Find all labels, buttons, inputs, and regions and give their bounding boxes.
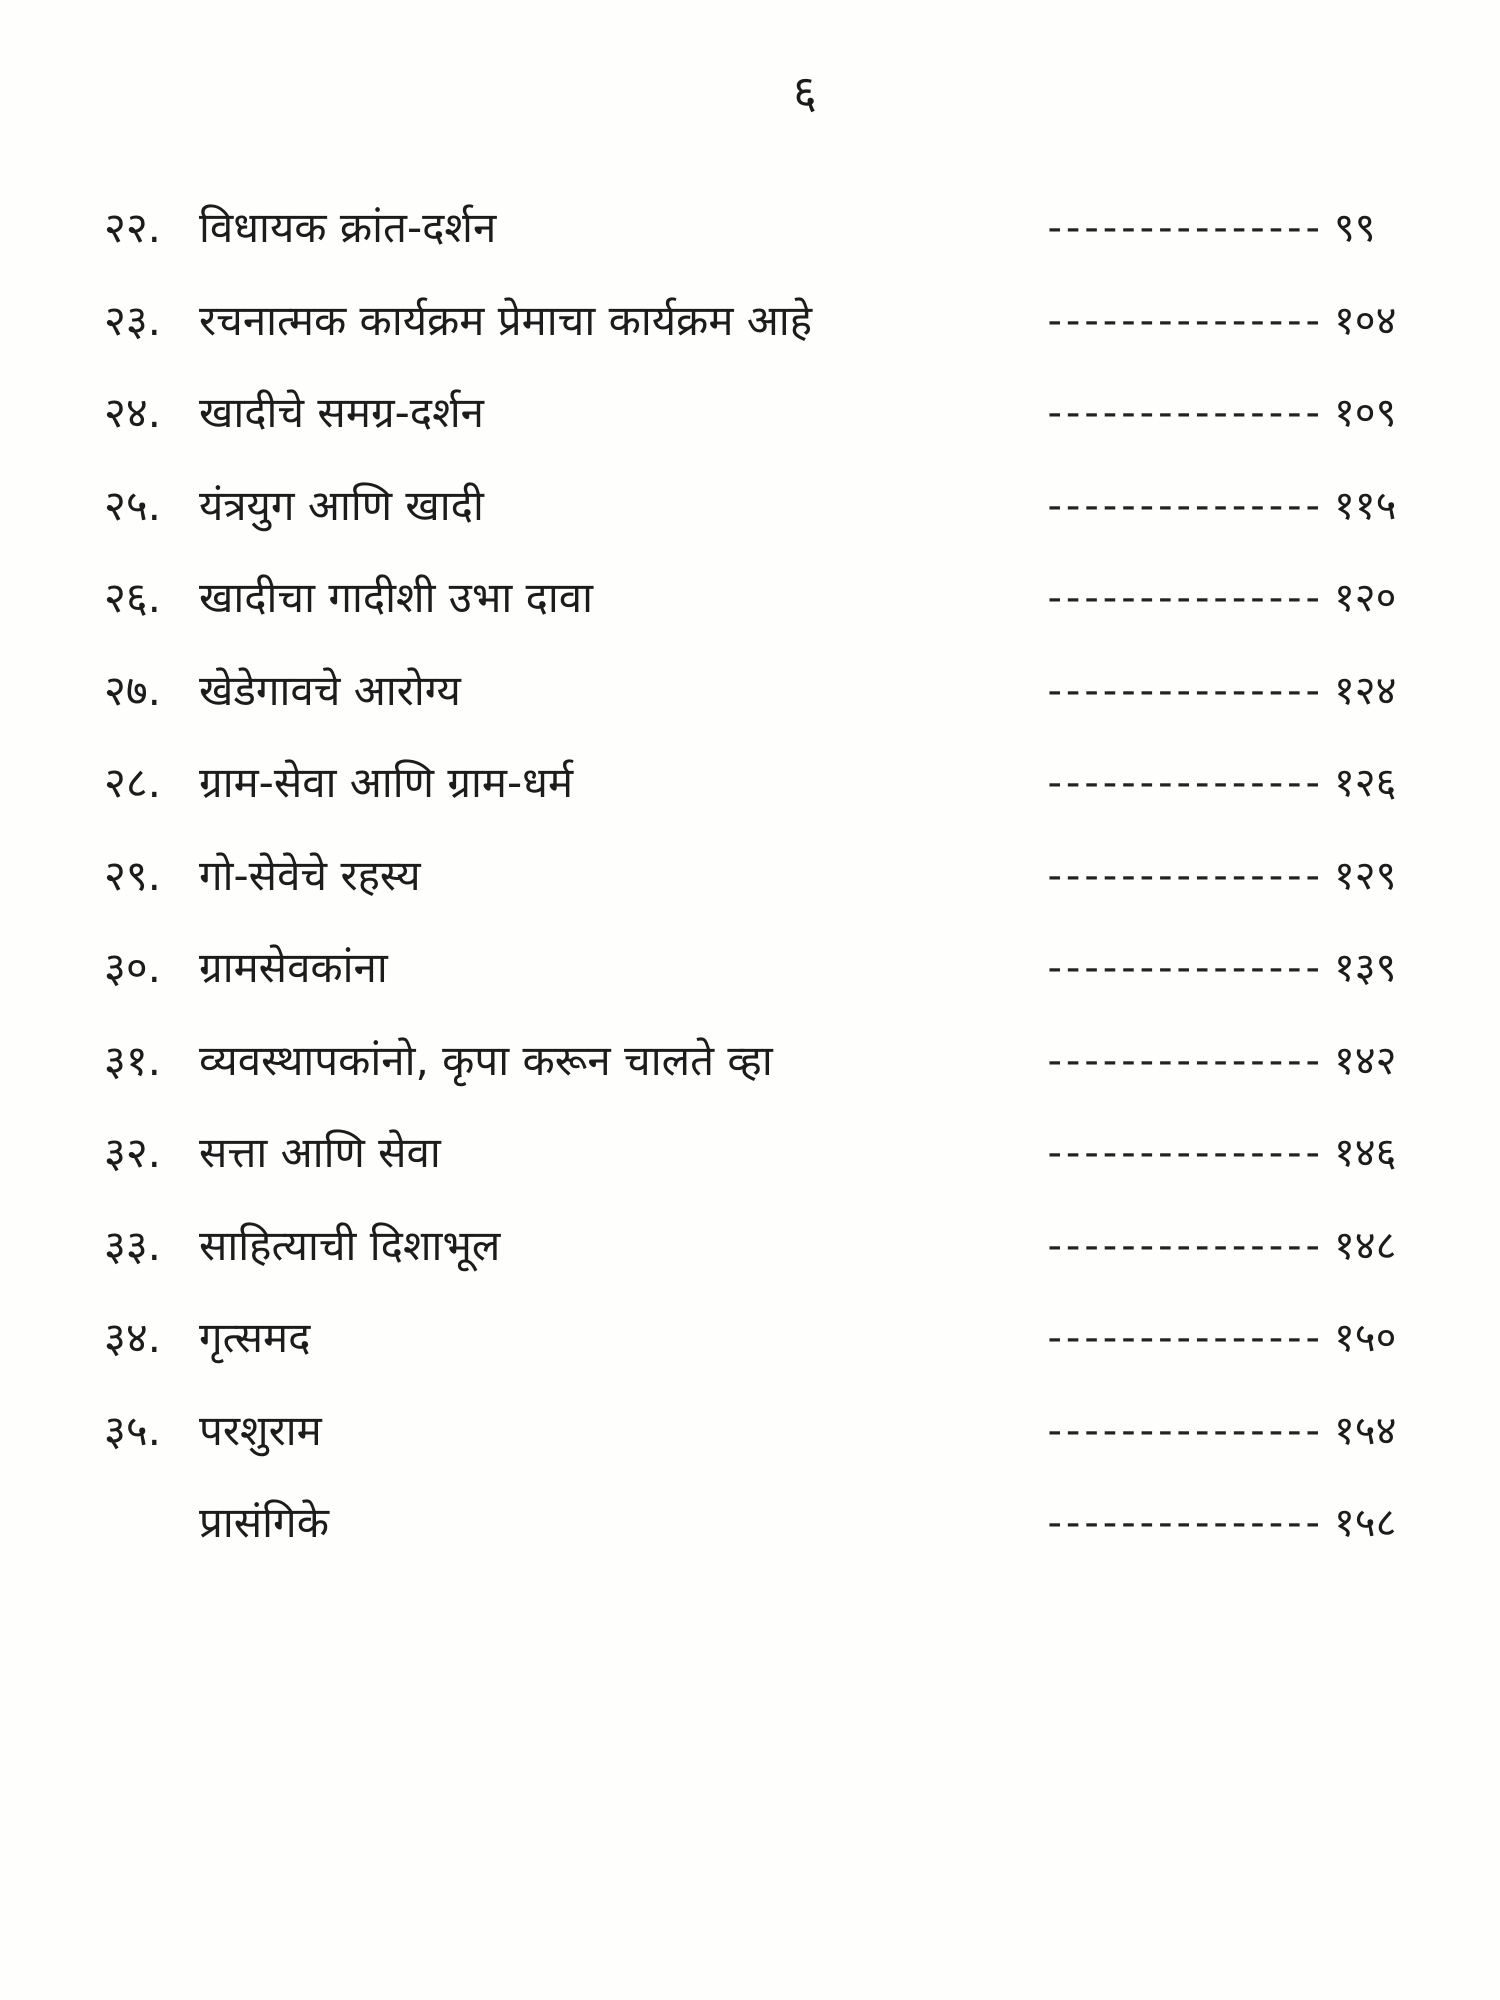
toc-dash-leader: --------------- xyxy=(1047,1407,1324,1454)
toc-dash-leader: --------------- xyxy=(1047,1315,1324,1361)
toc-entry-page: १५० xyxy=(1334,1315,1397,1361)
toc-entry-number: २२. xyxy=(104,203,162,252)
toc-entry xyxy=(104,1216,1434,1309)
toc-entry xyxy=(104,476,1434,569)
toc-entry-number: ३५. xyxy=(104,1405,162,1455)
toc-entry-page: १४६ xyxy=(1334,1130,1397,1176)
toc-entry-page: १२६ xyxy=(1334,760,1397,806)
toc-dash-leader: --------------- xyxy=(1047,205,1324,251)
toc-entry xyxy=(104,1401,1434,1494)
toc-entry-number: २५. xyxy=(104,480,162,530)
toc-entry xyxy=(104,568,1434,661)
toc-entry-title: प्रासंगिके xyxy=(199,1498,329,1547)
toc-entry-page: १२० xyxy=(1334,575,1397,621)
toc-entry-number: २७. xyxy=(104,665,162,715)
toc-entry xyxy=(104,198,1434,291)
toc-entry-page: १२४ xyxy=(1334,667,1397,714)
table-of-contents xyxy=(104,198,1434,1586)
toc-entry xyxy=(104,291,1434,384)
toc-entry-page: १५८ xyxy=(1334,1500,1397,1546)
toc-entry xyxy=(104,383,1434,476)
toc-entry-page: १४२ xyxy=(1334,1037,1397,1084)
toc-entry-page: ११५ xyxy=(1334,482,1397,529)
toc-entry xyxy=(104,1493,1434,1586)
toc-entry-number: ३०. xyxy=(104,943,162,992)
toc-entry-title: खादीचा गादीशी उभा दावा xyxy=(199,573,593,622)
toc-entry xyxy=(104,1031,1434,1124)
toc-entry-number: २८. xyxy=(104,758,162,807)
toc-entry xyxy=(104,846,1434,939)
toc-entry xyxy=(104,661,1434,754)
toc-entry-number: २३. xyxy=(104,295,162,345)
toc-dash-leader: --------------- xyxy=(1047,1500,1324,1546)
toc-dash-leader: --------------- xyxy=(1047,852,1324,899)
toc-entry xyxy=(104,753,1434,846)
toc-entry-title: रचनात्मक कार्यक्रम प्रेमाचा कार्यक्रम आहे xyxy=(199,295,813,345)
page-number: ६ xyxy=(793,65,817,119)
toc-entry-page: १२९ xyxy=(1334,852,1397,899)
toc-entry-title: सत्ता आणि सेवा xyxy=(199,1128,441,1177)
toc-dash-leader: --------------- xyxy=(1047,297,1324,344)
toc-dash-leader: --------------- xyxy=(1047,575,1324,621)
toc-entry-title: खादीचे समग्र-दर्शन xyxy=(199,388,484,437)
toc-entry-title: गो-सेवेचे रहस्य xyxy=(199,850,421,900)
toc-entry-number: २९. xyxy=(104,850,162,900)
toc-entry-title: परशुराम xyxy=(199,1405,322,1455)
toc-dash-leader: --------------- xyxy=(1047,760,1324,806)
toc-entry-number: ३४. xyxy=(104,1313,162,1362)
toc-entry-page: १४८ xyxy=(1334,1222,1397,1269)
toc-entry-page: १३९ xyxy=(1334,945,1397,991)
toc-entry-title: व्यवस्थापकांनो, कृपा करून चालते व्हा xyxy=(199,1035,773,1085)
toc-dash-leader: --------------- xyxy=(1047,390,1324,436)
toc-entry-title: ग्राम-सेवा आणि ग्राम-धर्म xyxy=(199,758,574,807)
toc-dash-leader: --------------- xyxy=(1047,667,1324,714)
toc-dash-leader: --------------- xyxy=(1047,482,1324,529)
toc-entry-title: यंत्रयुग आणि खादी xyxy=(199,480,484,530)
toc-dash-leader: --------------- xyxy=(1047,1130,1324,1176)
toc-entry-page: १०४ xyxy=(1334,297,1397,344)
toc-entry-number: ३३. xyxy=(104,1220,162,1270)
toc-entry xyxy=(104,1308,1434,1401)
toc-entry-title: खेडेगावचे आरोग्य xyxy=(199,665,461,715)
toc-entry-page: ९९ xyxy=(1334,205,1376,251)
toc-entry-number: २६. xyxy=(104,573,162,622)
toc-entry-title: ग्रामसेवकांना xyxy=(199,943,388,992)
toc-entry-number: ३१. xyxy=(104,1035,162,1085)
toc-entry-number: ३२. xyxy=(104,1128,162,1177)
toc-dash-leader: --------------- xyxy=(1047,1037,1324,1084)
toc-entry xyxy=(104,1123,1434,1216)
toc-entry-page: १०९ xyxy=(1334,390,1397,436)
toc-entry-title: गृत्समद xyxy=(199,1313,311,1362)
toc-entry-title: विधायक क्रांत-दर्शन xyxy=(199,203,497,252)
toc-entry-number: २४. xyxy=(104,388,162,437)
toc-entry xyxy=(104,938,1434,1031)
toc-dash-leader: --------------- xyxy=(1047,1222,1324,1269)
toc-entry-title: साहित्याची दिशाभूल xyxy=(199,1220,501,1270)
toc-entry-page: १५४ xyxy=(1334,1407,1397,1454)
toc-dash-leader: --------------- xyxy=(1047,945,1324,991)
